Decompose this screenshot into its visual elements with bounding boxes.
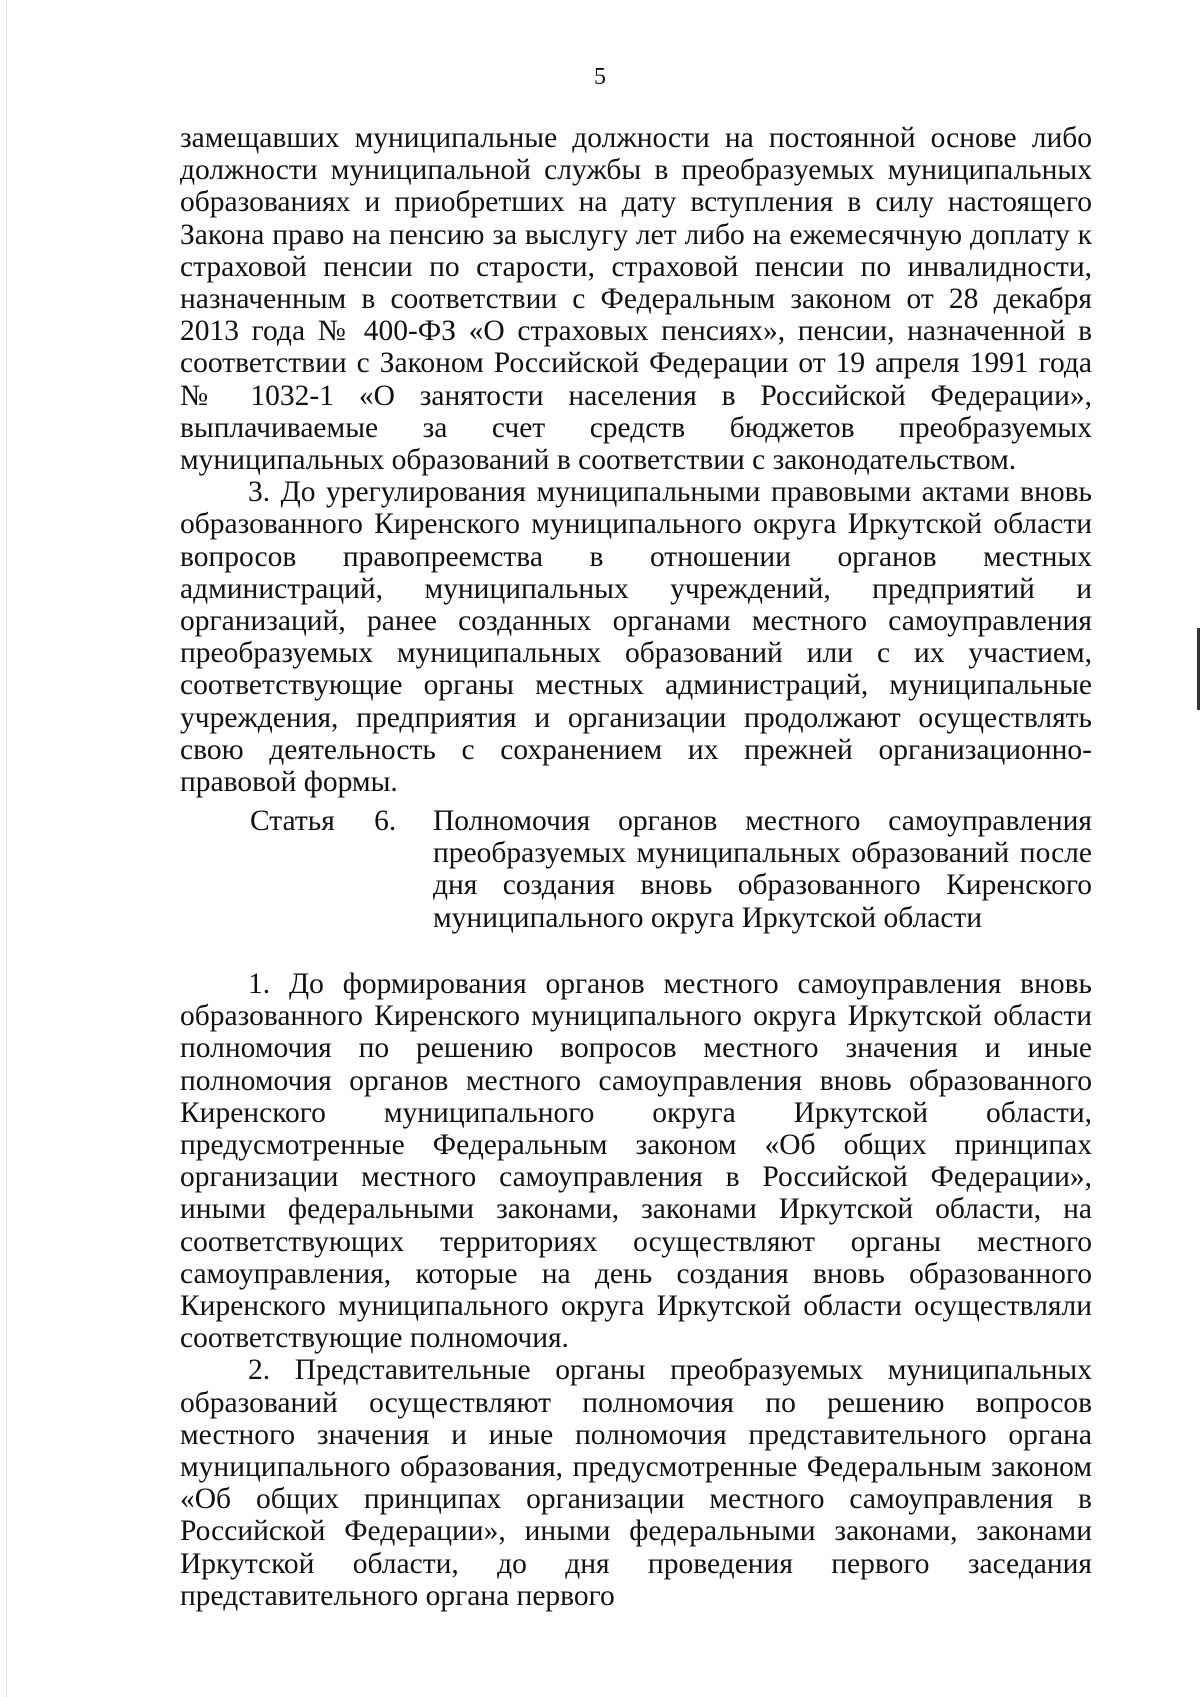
paragraph-continuation: замещавших муниципальные должности на постоянной основе либо должности муниципальной службы в преобразуемых муниципальных образованиях и приобретших на дату вступления в силу настоящего Закона право на пенсию за выслугу лет либо на ежемесячную доплату к страховой пенсии по старости, страховой пенсии по инвалидности, назначенным в соответствии с Федеральным законом от 28 декабря 2013 года № 400-ФЗ «О страховых пенсиях», пенсии, назначенной в соответствии с Законом Российской Федерации от 19 апреля 1991 года № 1032-1 «О занятости населения в Российской Федерации», выплачиваемые за счет средств бюджетов преобразуемых муниципальных образований в соответствии с законодательством. (180, 122, 1092, 477)
scan-edge-shadow (6, 0, 7, 1697)
paragraph-item-3: 3. До урегулирования муниципальными правовыми актами вновь образованного Киренского муниципального округа Иркутской области вопросов правопреемства в отношении органов местных администраций, муниципальных учреждений, предприятий и организаций, ранее созданных органами местного самоуправления преобразуемых муниципальных образований или с их участием, соответствующие органы местных администраций, муниципальные учреждения, предприятия и организации продолжают осуществлять свою деятельность с сохранением их прежней организационно-правовой формы. (180, 476, 1092, 799)
text-block-top (180, 122, 1092, 798)
page-number: 5 (594, 64, 606, 90)
paragraph-item-2: 2. Представительные органы преобразуемых муниципальных образований осуществляют полномочия по решению вопросов местного значения и иные полномочия представительного органа муниципального образования, предусмотренные Федеральным законом «Об общих принципах организации местного самоуправления в Российской Федерации», иными федеральными законами, законами Иркутской области, до дня проведения первого заседания представительного органа первого (180, 1354, 1092, 1612)
article-title: Полномочия органов местного самоуправления преобразуемых муниципальных образований после дня создания вновь образованного Киренского муниципального округа Иркутской области (433, 805, 1092, 934)
paragraph-item-1: 1. До формирования органов местного самоуправления вновь образованного Киренского муниципального округа Иркутской области полномочия по решению вопросов местного значения и иные полномочия органов местного самоуправления вновь образованного Киренского муниципального округа Иркутской области, предусмотренные Федеральным законом «Об общих принципах организации местного самоуправления в Российской Федерации», иными федеральными законами, законами Иркутской области, на соответствующих территориях осуществляют органы местного самоуправления, которые на день создания вновь образованного Киренского муниципального округа Иркутской области осуществляли соответствующие полномочия. (180, 968, 1092, 1355)
article-heading (250, 805, 1092, 934)
article-label: Статья 6. (250, 805, 397, 837)
text-block-bottom (180, 968, 1092, 1612)
